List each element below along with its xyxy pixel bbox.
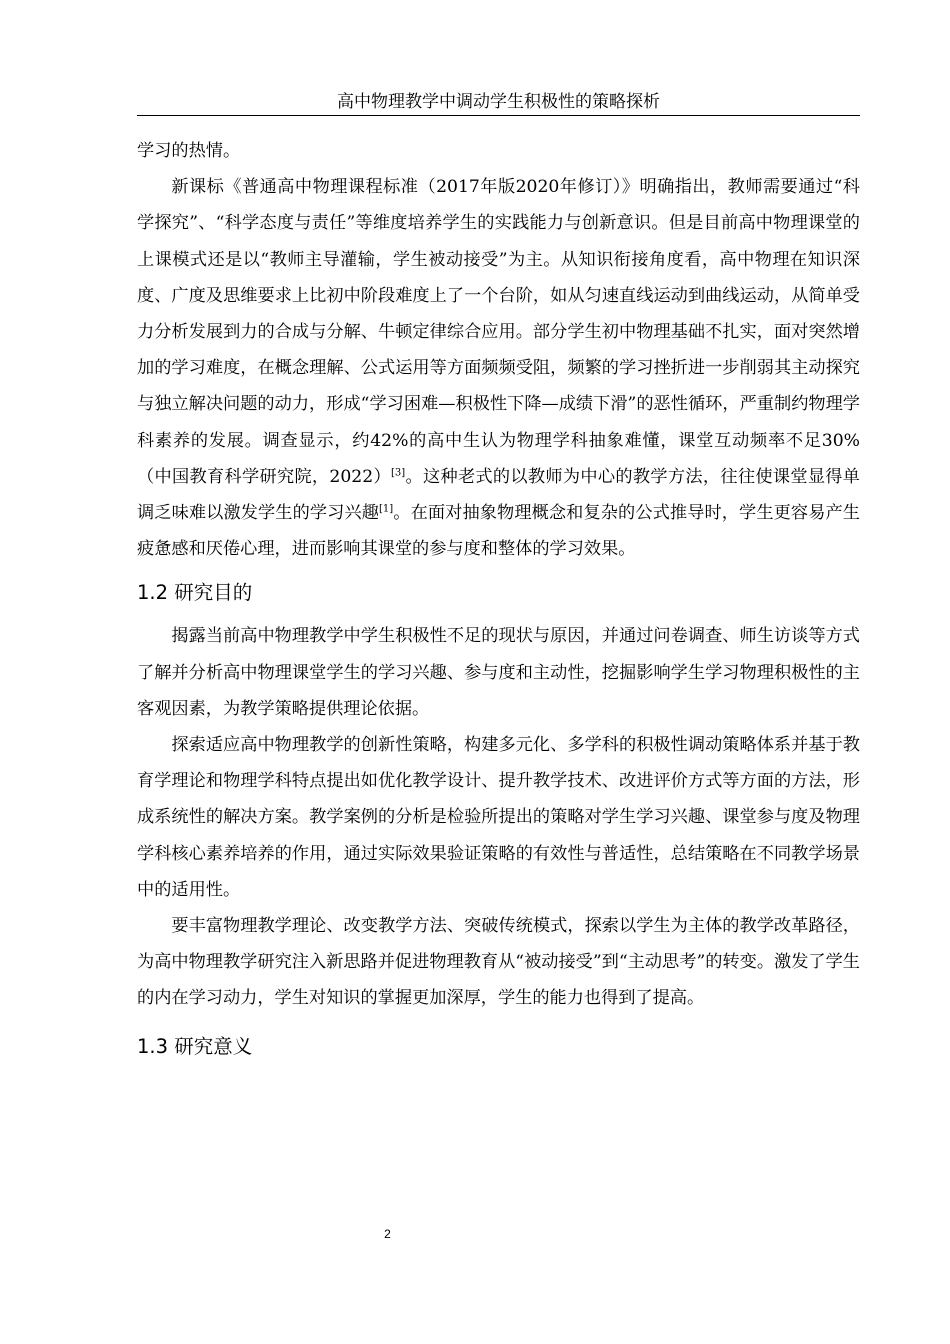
section-heading-research-purpose: 1.2 研究目的: [137, 581, 253, 605]
citation-ref: [3]: [390, 467, 406, 479]
page-number: 2: [384, 1227, 391, 1241]
paragraph-text: 新课标《普通高中物理课程标准（2017年版2020年修订）》明确指出，教师需要通过“科学探究”、“科学态度与责任”等维度培养学生的实践能力与创新意识。但是目前高中物理课堂的上课模式还是以“教师主导灌输，学生被动接受”为主。从知识衔接角度看，高中物理在知识深度、广度及思维要求上比初中阶段难度上了一个台阶，如从匀速直线运动到曲线运动，从简单受力分析发展到力的合成与分解、牛顿定律综合应用。部分学生初中物理基础不扎实，面对突然增加的学习难度，在概念理解、公式运用等方面频频受阻，频繁的学习挫折进一步削弱其主动探究与独立解决问题的动力，形成“学习困难—积极性下降—成绩下滑”的恶性循环，严重制约物理学科素养的发展。调查显示，约42%的高中生认为物理学科抽象难懂，课堂互动频率不足30%（中国教育科学研究院，2022）: [137, 177, 860, 487]
body-text: [137, 133, 860, 1059]
paragraph-purpose-2: 探索适应高中物理教学的创新性策略，构建多元化、多学科的积极性调动策略体系并基于教育学理论和物理学科特点提出如优化教学设计、提升教学技术、改进评价方式等方面的方法，形成系统性的解决方案。教学案例的分析是检验所提出的策略对学生学习兴趣、课堂参与度及物理学科核心素养培养的作用，通过实际效果验证策略的有效性与普适性，总结策略在不同教学场景中的适用性。: [137, 735, 860, 900]
paragraph-continuation: 学习的热情。: [137, 141, 241, 161]
header-rule: [137, 115, 860, 116]
section-heading-research-significance: 1.3 研究意义: [137, 1034, 253, 1058]
paragraph-text: 。这种老式的以教师为中心的教学方法，往往使课堂显得单调乏味难以激发学生的学习兴趣: [137, 466, 860, 524]
running-header: 高中物理教学中调动学生积极性的策略探析: [337, 92, 660, 112]
citation-ref: [1]: [379, 503, 394, 515]
paragraph-purpose-1: 揭露当前高中物理教学中学生积极性不足的现状与原因，并通过问卷调查、师生访谈等方式了解并分析高中物理课堂学生的学习兴趣、参与度和主动性，挖掘影响学生学习物理积极性的主客观因素，为教学策略提供理论依据。: [137, 626, 860, 719]
paragraph-curriculum-standard: [137, 169, 860, 567]
paragraph-text: 。在面对抽象物理概念和复杂的公式推导时，学生更容易产生疲惫感和厌倦心理，进而影响其课堂的参与度和整体的学习效果。: [137, 503, 860, 560]
paragraph-purpose-3: 要丰富物理教学理论、改变教学方法、突破传统模式，探索以学生为主体的教学改革路径，为高中物理教学研究注入新思路并促进物理教育从“被动接受”到“主动思考”的转变。激发了学生的内在学习动力，学生对知识的掌握更加深厚，学生的能力也得到了提高。: [137, 916, 860, 1009]
